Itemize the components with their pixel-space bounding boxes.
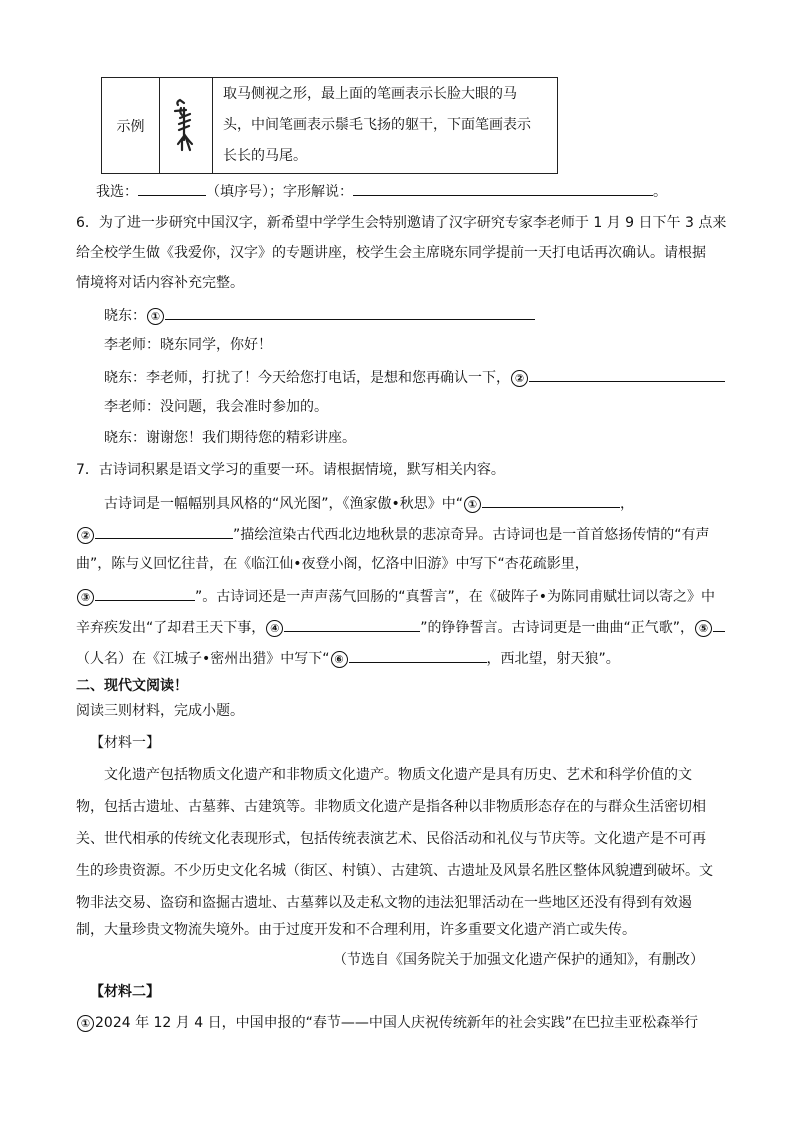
desc-line: 长长的马尾。: [223, 148, 307, 164]
m1-line-4: 生的珍贵资源。不少历史文化名城（街区、村镇）、古建筑、古遗址及风景名胜区整体风貌遭到破坏。文: [76, 863, 713, 879]
circled-2: ②: [77, 527, 94, 544]
circled-1: ①: [464, 496, 481, 513]
q6-line-2: 给全校学生做《我爱你，汉字》的专题讲座，校学生会主席晓东同学提前一天打电话再次确认。请根据: [76, 245, 706, 261]
dialog-1: 晓东： ①: [104, 304, 535, 326]
section-2-intro: 阅读三则材料，完成小题。: [76, 703, 244, 719]
circled-5: ⑤: [695, 620, 712, 637]
material-1-source: （节选自《国务院关于加强文化遗产保护的通知》，有删改）: [333, 952, 704, 968]
blank-dialog-2[interactable]: [529, 366, 725, 382]
q7-line-1: 古诗词是一幅幅别具风格的“风光图”，《渔家傲•秋思》中“ ① ，: [104, 492, 634, 514]
m1-line-6: 制，大量珍贵文物流失境外。由于过度开发和不合理利用，许多重要文化遗产消亡或失传。: [76, 922, 636, 938]
circled-2: ②: [511, 370, 528, 387]
section-2-title: 二、现代文阅读！: [76, 678, 188, 694]
circled-3: ③: [77, 589, 94, 606]
desc-line: 头，中间笔画表示鬃毛飞扬的躯干，下面笔画表示: [223, 117, 531, 133]
blank-dialog-1[interactable]: [165, 304, 535, 320]
dialog-2: 李老师：晓东同学，你好！: [104, 337, 272, 353]
poem-blank-2[interactable]: [95, 523, 233, 539]
m1-line-1: 文化遗产包括物质文化遗产和非物质文化遗产。物质文化遗产是具有历史、艺术和科学价值的文: [104, 767, 692, 783]
circled-4: ④: [266, 620, 283, 637]
q6-line-3: 情境将对话内容补充完整。: [76, 275, 244, 291]
circled-1: ①: [77, 1015, 94, 1032]
dialog-3: 晓东：李老师，打扰了！今天给您打电话，是想和您再确认一下， ②: [104, 366, 725, 388]
poem-blank-6[interactable]: [349, 647, 487, 663]
example-table: [101, 77, 558, 174]
m2-line-1: ① 2024 年 12 月 4 日，中国申报的“春节——中国人庆祝传统新年的社会实践”在巴拉圭亚松森举行: [76, 1013, 698, 1033]
horse-glyph-cell: [160, 78, 213, 174]
circled-1: ①: [147, 308, 164, 325]
choose-blank[interactable]: [138, 180, 206, 196]
dialog-5: 晓东：谢谢您！我们期待您的精彩讲座。: [104, 430, 356, 446]
material-2-title: 【材料二】: [90, 984, 160, 1000]
q7-line-6: （人名）在《江城子•密州出猎》中写下“ ⑥ ，西北望，射天狼”。: [76, 647, 620, 669]
m1-line-2: 物，包括古遗址、古墓葬、古建筑等。非物质文化遗产是指各种以非物质形态存在的与群众生活密切相: [76, 799, 706, 815]
poem-blank-3[interactable]: [95, 585, 195, 601]
example-description: [213, 78, 558, 174]
q7-line-3: 曲”，陈与义回忆往昔，在《临江仙•夜登小阁，忆洛中旧游》中写下“杏花疏影里，: [76, 556, 589, 572]
example-label: 示例: [102, 78, 160, 174]
q7-line-2: ② ”描绘渲染古代西北边地秋景的悲凉奇异。古诗词也是一首首悠扬传情的“有声: [76, 523, 710, 545]
q7-line-5: 辛弃疾发出“了却君王天下事， ④ ”的铮铮誓言。古诗词更是一曲曲“正气歌”， ⑤: [76, 616, 725, 638]
horse-oracle-glyph-icon: [160, 78, 212, 173]
choose-line: 我选： （填序号）；字形解说： 。: [96, 180, 667, 202]
q7-head: 7．古诗词积累是语文学习的重要一环。请根据情境，默写相关内容。: [76, 462, 505, 478]
poem-blank-4[interactable]: [284, 616, 420, 632]
dialog-4: 李老师：没问题，我会准时参加的。: [104, 399, 328, 415]
q7-line-4: ③ ”。古诗词还是一声声荡气回肠的“真誓言”，在《破阵子•为陈同甫赋壮词以寄之》中: [76, 585, 715, 607]
circled-6: ⑥: [331, 651, 348, 668]
q6-line-1: 6．为了进一步研究中国汉字，新希望中学学生会特别邀请了汉字研究专家李老师于 1 月 9 日下午 3 点来: [76, 215, 727, 231]
material-1-title: 【材料一】: [90, 735, 160, 751]
explain-blank[interactable]: [353, 180, 653, 196]
m1-line-3: 关、世代相承的传统文化表现形式，包括传统表演艺术、民俗活动和礼仪与节庆等。文化遗产是不可再: [76, 831, 706, 847]
poem-blank-5[interactable]: [713, 616, 725, 632]
desc-line: 取马侧视之形，最上面的笔画表示长脸大眼的马: [223, 86, 517, 102]
poem-blank-1[interactable]: [482, 492, 620, 508]
m1-line-5: 物非法交易、盗窃和盗掘古遗址、古墓葬以及走私文物的违法犯罪活动在一些地区还没有得到有效遏: [76, 895, 692, 911]
